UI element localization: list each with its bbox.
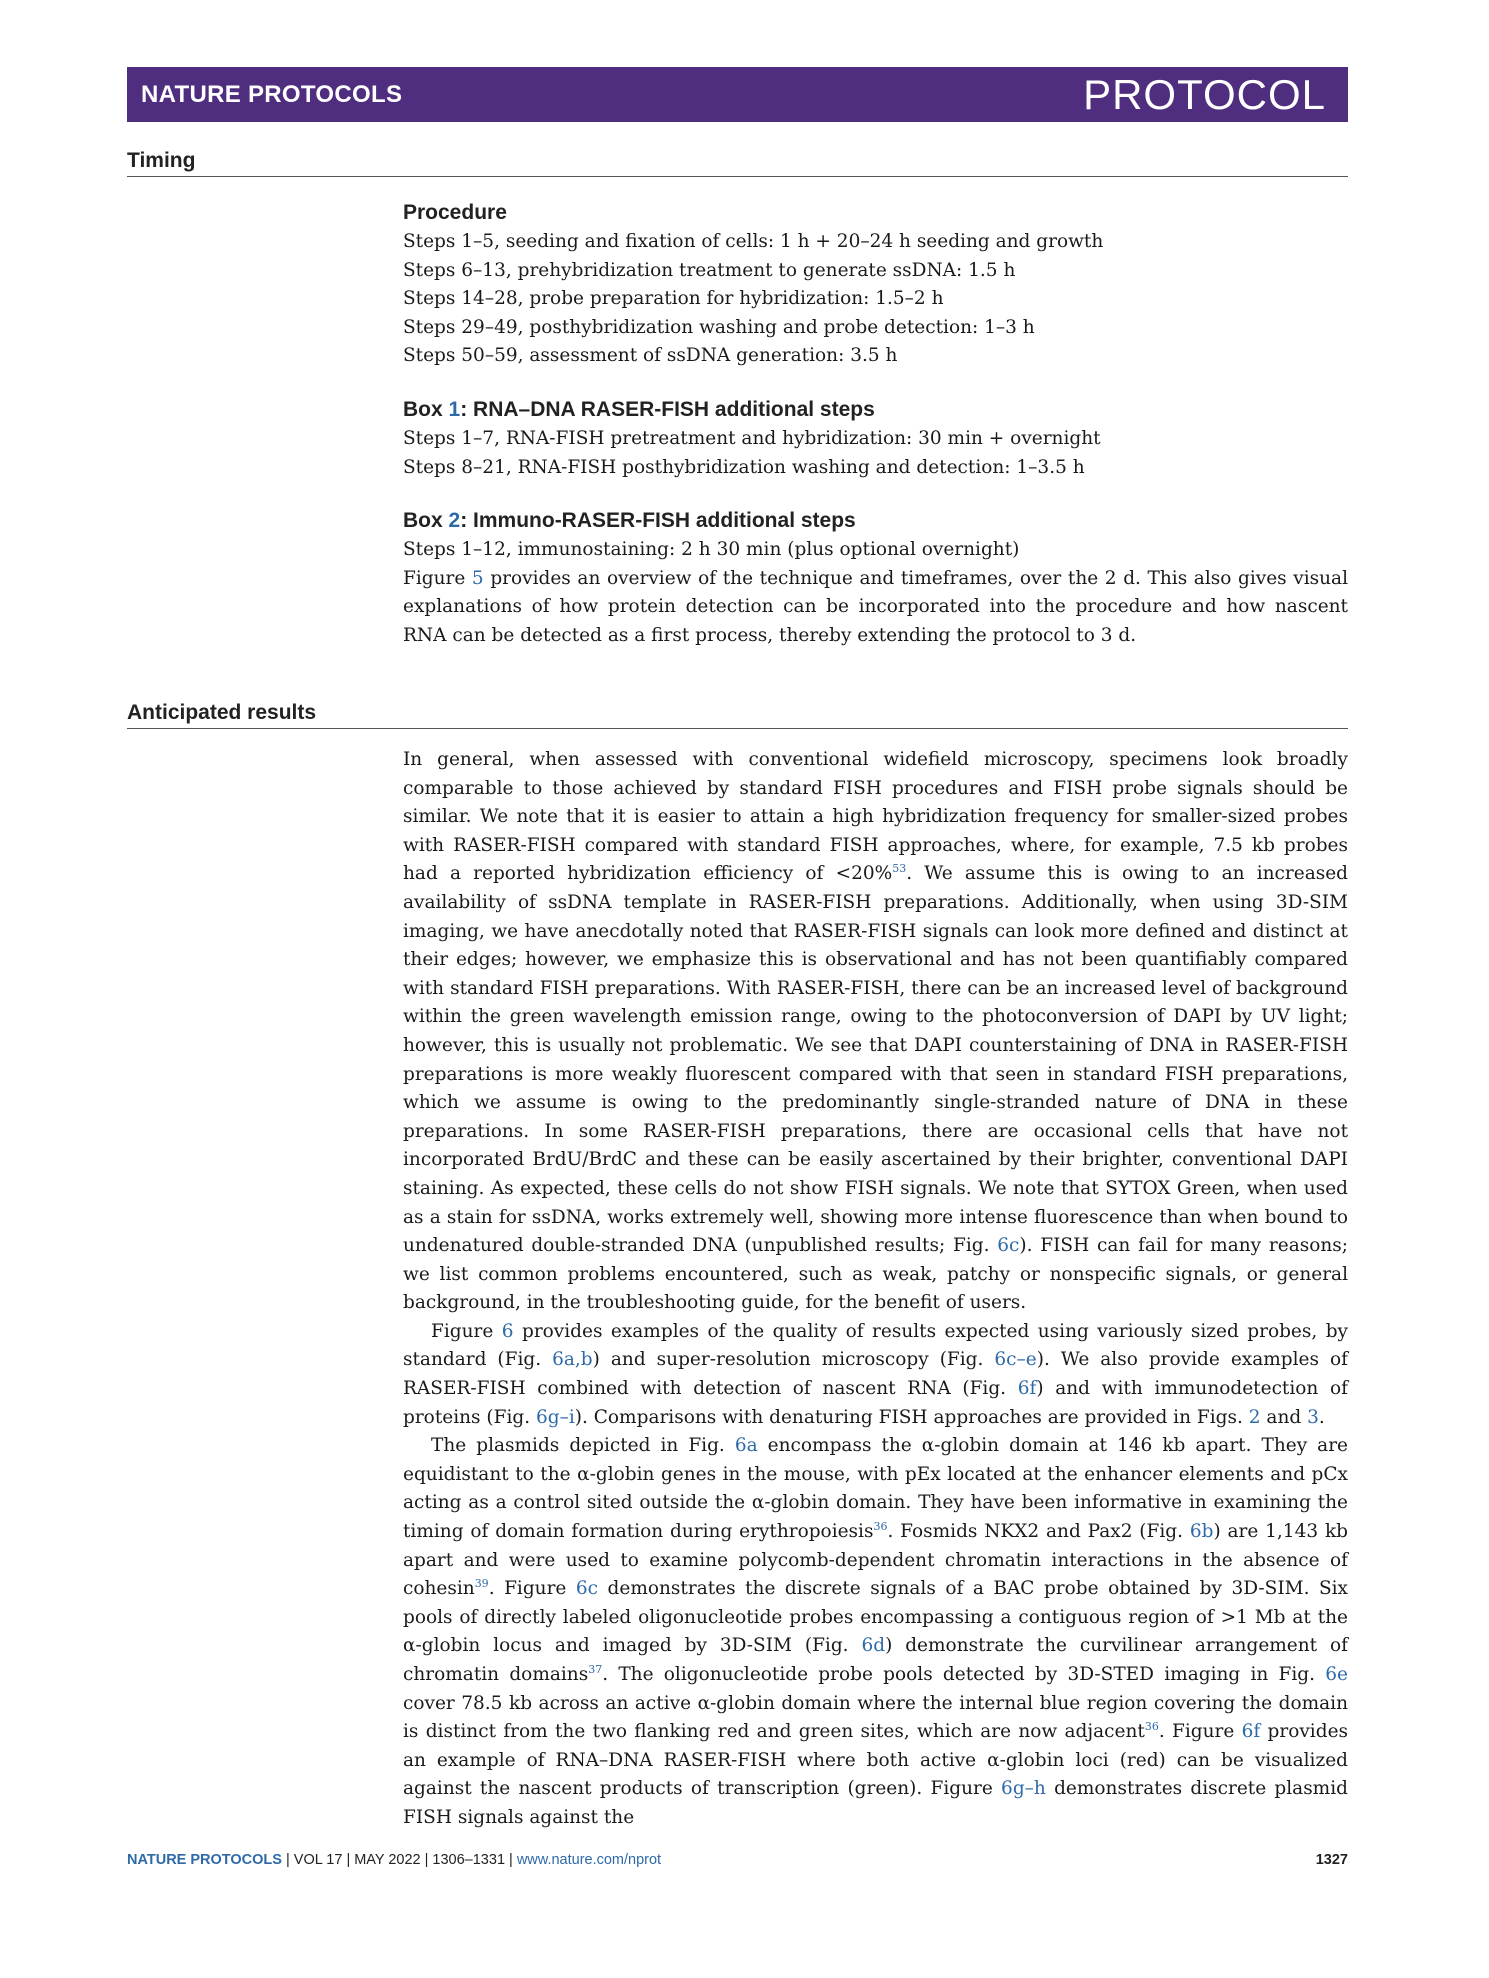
text-span: and — [1260, 1406, 1308, 1428]
procedure-line: Steps 1–5, seeding and fixation of cells: 1 h + 20–24 h seeding and growth — [403, 231, 1104, 252]
figure-link[interactable]: 6b — [1189, 1521, 1214, 1543]
results-paragraph-3 — [403, 1432, 1348, 1832]
figure-link[interactable]: 6f — [1241, 1721, 1261, 1743]
text-span: ). We also provide examples of RASER-FISH combined with detection of nascent RNA (Fig. — [403, 1349, 1348, 1400]
text-span: In general, when assessed with conventional widefield microscopy, specimens look broadly comparable to those achieved by standard FISH procedures and FISH probe signals should be similar. We note that it is easier to attain a high hybridization frequency for smaller-sized probes with RASER-FISH compared with standard FISH approaches, where, for example, 7.5 kb probes had a reported hybridization efficiency of <20% — [403, 749, 1348, 885]
text-span: . The oligonucleotide probe pools detected by 3D-STED imaging in Fig. — [602, 1664, 1326, 1685]
footer-volume: | VOL 17 | MAY 2022 | 1306–1331 | — [281, 1852, 517, 1868]
text-span: provides an example of RNA–DNA RASER-FISH where both active α-globin loci (red) can be visualized against the nascent products of transcription (green). Figure — [403, 1721, 1349, 1800]
procedure-line: Steps 6–13, prehybridization treatment to generate ssDNA: 1.5 h — [403, 259, 1016, 281]
figure-link[interactable]: 6a — [734, 1435, 758, 1457]
box2-link[interactable]: 2 — [448, 509, 461, 533]
procedure-line: Steps 29–49, posthybridization washing and probe detection: 1–3 h — [403, 316, 1035, 338]
footer-brand[interactable]: NATURE PROTOCOLS — [127, 1852, 282, 1868]
footer-citation — [127, 1852, 661, 1868]
journal-banner — [127, 67, 1348, 122]
section-heading-anticipated-results: Anticipated results — [127, 701, 1348, 729]
article-type: PROTOCOL — [1083, 70, 1326, 118]
section-heading-timing: Timing — [127, 149, 1348, 177]
timing-section — [403, 201, 1348, 651]
results-section — [403, 746, 1348, 1833]
box1-link[interactable]: 1 — [448, 397, 461, 421]
text-span: encompass the α-globin domain at 146 kb apart. They are equidistant to the α-globin genes in the mouse, with pEx located at the enhancer elements and pCx acting as a control sited outside the α-globin domain. They have been informative in examining the timing of domain formation during erythropoiesis — [403, 1435, 1348, 1543]
text-span: ) and with immunodetection of proteins (Fig. — [403, 1378, 1348, 1428]
box2-line: Steps 1–12, immunostaining: 2 h 30 min (plus optional overnight) — [403, 539, 1020, 561]
text-span: ). Comparisons with denaturing FISH approaches are provided in Figs. — [574, 1406, 1249, 1428]
box1-heading — [403, 398, 1348, 422]
figure-link[interactable]: 6d — [861, 1635, 886, 1657]
text-span: provides an overview of the technique and timeframes, over the 2 d. This also gives visual explanations of how protein detection can be incorporated into the procedure and how nascent RNA can be detected as a first process, thereby extending the protocol to 3 d. — [403, 567, 1348, 646]
figure-link[interactable]: 6e — [1325, 1664, 1348, 1685]
procedure-line: Steps 14–28, probe preparation for hybridization: 1.5–2 h — [403, 288, 944, 310]
figure-link[interactable]: 6c–e — [994, 1349, 1037, 1371]
figure-link[interactable]: 3 — [1307, 1406, 1319, 1428]
figure-link[interactable]: 2 — [1248, 1406, 1261, 1428]
box1-line: Steps 1–7, RNA-FISH pretreatment and hybridization: 30 min + overnight — [403, 427, 1101, 449]
text-span: . Figure — [488, 1578, 576, 1600]
figure-link[interactable]: 5 — [471, 567, 484, 589]
figure-link[interactable]: 6f — [1017, 1378, 1037, 1400]
text-span: cover 78.5 kb across an active α-globin domain where the internal blue region covering the domain is distinct from the two flanking red and green sites, which are now adjacent — [403, 1692, 1348, 1743]
citation-ref[interactable]: 36 — [1144, 1720, 1159, 1734]
box1-prefix: Box — [403, 397, 449, 421]
figure-link[interactable]: 6c — [997, 1235, 1020, 1257]
page-footer — [127, 1852, 1348, 1868]
citation-ref[interactable]: 39 — [474, 1577, 489, 1591]
figure-link[interactable]: 6c — [575, 1578, 599, 1600]
figure-link[interactable]: 6a,b — [552, 1349, 593, 1371]
page-number: 1327 — [1315, 1852, 1348, 1868]
text-span: . Fosmids NKX2 and Pax2 (Fig. — [887, 1521, 1190, 1543]
figure-link[interactable]: 6g–h — [1001, 1778, 1046, 1800]
text-span: . Figure — [1158, 1721, 1242, 1743]
box2-heading — [403, 509, 1348, 533]
results-paragraph-1 — [403, 746, 1348, 1318]
text-span: . — [1318, 1406, 1325, 1428]
procedure-line: Steps 50–59, assessment of ssDNA generation: 3.5 h — [403, 345, 898, 367]
box1-line: Steps 8–21, RNA-FISH posthybridization washing and detection: 1–3.5 h — [403, 456, 1085, 478]
text-span: ). FISH can fail for many reasons; we list common problems encountered, such as weak, patchy or nonspecific signals, or general background, in the troubleshooting guide, for the benefit of users. — [403, 1235, 1348, 1314]
citation-ref[interactable]: 37 — [588, 1662, 603, 1676]
footer-url-link[interactable]: www.nature.com/nprot — [516, 1852, 662, 1868]
box2-prefix: Box — [403, 509, 449, 533]
text-span: provides examples of the quality of results expected using variously sized probes, by standard (Fig. — [403, 1320, 1348, 1371]
box1-title: : RNA–DNA RASER-FISH additional steps — [460, 397, 875, 421]
text-span: ) demonstrate the curvilinear arrangement of chromatin domains — [403, 1635, 1348, 1685]
procedure-heading: Procedure — [403, 201, 507, 224]
box2-title: : Immuno-RASER-FISH additional steps — [460, 509, 856, 533]
text-span: ) and super-resolution microscopy (Fig. — [592, 1349, 995, 1371]
results-paragraph-2 — [403, 1318, 1348, 1432]
figure-link[interactable]: 6 — [501, 1320, 514, 1342]
text-span: demonstrates the discrete signals of a BAC probe obtained by 3D-SIM. Six pools of directly labeled oligonucleotide probes encompassing a contiguous region of >1 Mb at the α-globin locus and imaged by 3D-SIM (Fig. — [403, 1578, 1348, 1657]
text-span: demonstrates discrete plasmid FISH signals against the — [403, 1778, 1348, 1828]
text-span: The plasmids depicted in Fig. — [431, 1435, 735, 1457]
text-span: Figure — [403, 567, 472, 589]
text-span: Figure — [431, 1320, 502, 1342]
text-span: . We assume this is owing to an increased availability of ssDNA template in RASER-FISH preparations. Additionally, when using 3D-SIM imaging, we have anecdotally noted that RASER-FISH signals can look more defined and distinct at their edges; however, we emphasize this is observational and has not been quantifiably compared with standard FISH preparations. With RASER-FISH, there can be an increased level of background within the green wavelength emission range, owing to the photoconversion of DAPI by UV light; however, this is usually not problematic. We see that DAPI counterstaining of DNA in RASER-FISH preparations is more weakly fluorescent compared with that seen in standard FISH preparations, which we assume is owing to the predominantly single-stranded nature of DNA in these preparations. In some RASER-FISH preparations, there are occasional cells that have not incorporated BrdU/BrdC and these can be easily ascertained by their brighter, conventional DAPI staining. As expected, these cells do not show FISH signals. We note that SYTOX Green, when used as a stain for ssDNA, works extremely well, showing more intense fluorescence than when bound to undenatured double-stranded DNA (unpublished results; Fig. — [403, 863, 1349, 1257]
journal-name: NATURE PROTOCOLS — [141, 80, 403, 108]
text-span: ) are 1,143 kb apart and were used to examine polycomb-dependent chromatin interactions in the absence of cohesin — [403, 1521, 1348, 1600]
figure5-paragraph — [403, 565, 1348, 651]
citation-ref[interactable]: 36 — [873, 1519, 888, 1533]
figure-link[interactable]: 6g–i — [536, 1406, 575, 1428]
citation-ref[interactable]: 53 — [892, 862, 907, 876]
